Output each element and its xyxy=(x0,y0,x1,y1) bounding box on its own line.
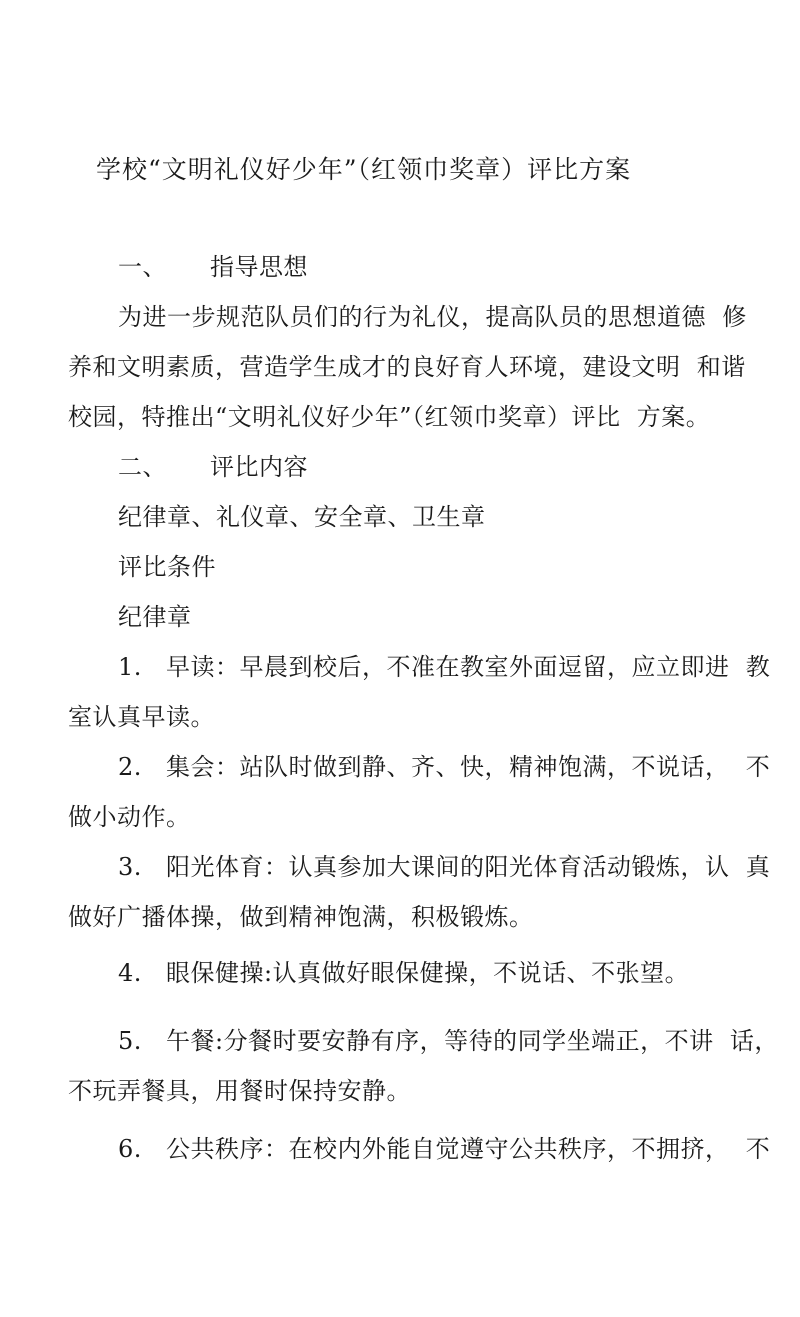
item-number: 6. xyxy=(118,1135,142,1163)
item-text: 午餐:分餐时要安静有序，等待的同学坐端正，不讲 话， xyxy=(166,1027,779,1055)
paragraph-line: 养和文明素质，营造学生成才的良好育人环境，建设文明 和谐 xyxy=(68,353,746,381)
item-text-continued: 室认真早读。 xyxy=(68,703,215,731)
section-heading-1 xyxy=(118,252,308,282)
document-title: 学校“文明礼仪好少年”（红领巾奖章）评比方案 xyxy=(96,155,632,184)
section-number: 一、 xyxy=(118,253,167,281)
item-number: 4. xyxy=(118,959,142,987)
list-item xyxy=(118,752,770,782)
section-number: 二、 xyxy=(118,453,167,481)
badge-heading: 纪律章 xyxy=(118,603,192,631)
item-number: 2. xyxy=(118,753,142,781)
list-item xyxy=(118,1134,770,1164)
section-heading-2 xyxy=(118,452,308,482)
list-item xyxy=(118,652,770,682)
item-number: 5. xyxy=(118,1027,142,1055)
section-title: 评比内容 xyxy=(210,453,308,481)
item-text-continued: 不玩弄餐具，用餐时保持安静。 xyxy=(68,1077,411,1105)
item-text: 集会：站队时做到静、齐、快，精神饱满，不说话， 不 xyxy=(166,753,771,781)
criteria-heading: 评比条件 xyxy=(118,553,216,581)
item-number: 3. xyxy=(118,853,142,881)
item-text-continued: 做好广播体操，做到精神饱满，积极锻炼。 xyxy=(68,903,534,931)
paragraph-line: 校园，特推出“文明礼仪好少年”（红领巾奖章）评比 方案。 xyxy=(68,403,711,431)
section-title: 指导思想 xyxy=(210,253,308,281)
paragraph-line: 为进一步规范队员们的行为礼仪，提高队员的思想道德 修 xyxy=(118,303,747,331)
item-text: 阳光体育：认真参加大课间的阳光体育活动锻炼，认 真 xyxy=(166,853,771,881)
badges-line: 纪律章、礼仪章、安全章、卫生章 xyxy=(118,503,486,531)
list-item xyxy=(118,852,770,882)
item-text: 眼保健操:认真做好眼保健操，不说话、不张望。 xyxy=(166,959,690,987)
list-item xyxy=(118,1026,779,1056)
item-number: 1. xyxy=(118,653,142,681)
item-text: 公共秩序：在校内外能自觉遵守公共秩序，不拥挤， 不 xyxy=(166,1135,771,1163)
item-text-continued: 做小动作。 xyxy=(68,803,191,831)
item-text: 早读：早晨到校后，不准在教室外面逗留，应立即进 教 xyxy=(166,653,771,681)
list-item xyxy=(118,958,689,988)
